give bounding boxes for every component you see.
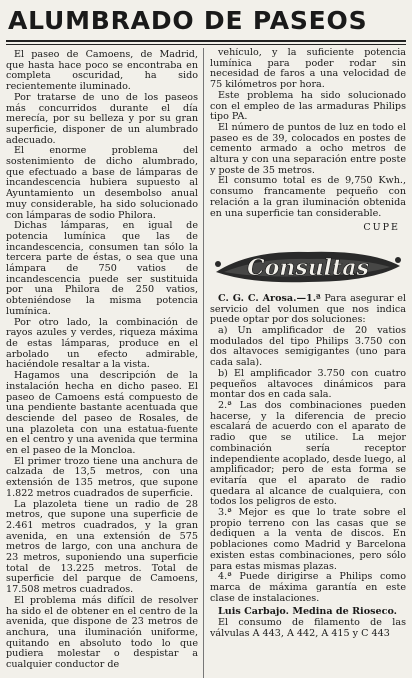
consulta-4: 4.ª Puede dirigirse a Philips como marca de máxima garantía en este clase de instalaciones. — [210, 571, 406, 604]
title-rule-top — [6, 40, 406, 42]
consulta-2: 2.ª Las dos combinaciones pueden hacerse, y la diferencia de precio escalará de acuerdo con el aparato de radio que se utilice. La mejor combinación sería receptor independiente acoplado, desde luego, al amplificador; pero de esta forma se evitaría que el aparato de radio quedara al alcance de cualquiera, con todos los peligros de esto. — [210, 399, 406, 508]
signature: CUPE — [363, 222, 400, 234]
column-divider — [203, 48, 204, 678]
consultas-banner — [210, 242, 406, 288]
consultas-banner-text: Consultas — [247, 254, 369, 281]
paragraph: El número de puntos de luz en todo el paseo es de 39, colocados en postes de cemento armado a ocho metros de altura y con una separación entre poste y poste de 35 metros. — [210, 121, 406, 176]
left-column — [6, 50, 198, 674]
paragraph: El enorme problema del sostenimiento de dicho alumbrado, que efectuado a base de lámparas de incandescencia hubiera supuesto al Ayuntamiento un desembolso anual muy considerable, ha sido solucionado con lámparas de sodio Philora. — [6, 145, 198, 221]
paragraph: vehículo, y la suficiente potencia lumínica para poder rodar sin necesidad de faros a una velocidad de 75 kilómetros por hora. — [210, 48, 406, 91]
consulta-5-heading: Luis Carbajo. Medina de Rioseco. — [218, 606, 398, 618]
paragraph: El paseo de Camoens, de Madrid, que hasta hace poco se encontraba en completa oscuridad, ha sido recientemente iluminado. — [6, 50, 198, 93]
consulta-option-a: a) Un amplificador de 20 vatios modulados del tipo Philips 3.750 con dos altavoces semigigantes (uno para cada sala). — [210, 325, 406, 369]
title-rule-bottom — [6, 44, 406, 45]
paragraph: El consumo total es de 9,750 Kwh., consumo francamente pequeño con relación a la gran iluminación obtenida en una superficie tan considerable. — [210, 175, 406, 219]
consultas-banner-graphic — [210, 242, 406, 288]
paragraph: La plazoleta tiene un radio de 28 metros, que supone una superficie de 2.461 metros cuadrados, y la gran avenida, en una extensión de 575 metros de largo, con una anchura de 23 metros, suponiendo una superficie total de 13.225 metros. Total de superficie del parque de Camoens, 17.508 metros cuadrados. — [6, 498, 198, 596]
paragraph: El primer trozo tiene una anchura de calzada de 13,5 metros, con una extensión de 135 metros, que supone 1.822 metros cuadrados de superficie. — [6, 455, 198, 499]
paragraph: Este problema ha sido solucionado con el empleo de las armaduras Philips tipo PA. — [210, 89, 406, 123]
paragraph: Dichas lámparas, en igual de potencia lumínica que las de incandescencia, consumen tan sólo la tercera parte de éstas, o sea que una lámpara de 750 vatios de incandescencia puede ser sustituida por una Philora de 250 vatios, obteniéndose la misma potencia lumínica. — [6, 220, 198, 317]
consulta-3: 3.ª Mejor es que lo trate sobre el propio terreno con las casas que se dediquen a la venta de discos. En poblaciones como Madrid y Barcelona existen estas combinaciones, pero sólo para estas mismas plazas. — [210, 507, 406, 572]
consulta-1-heading: C. G. C. Arosa.—1.ª — [218, 292, 321, 304]
paragraph: El problema más difícil de resolver ha sido el de obtener en el centro de la avenida, que dispone de 23 metros de anchura, una iluminación uniforme, quitando en absoluto todo lo que pudiera molestar o despistar a cualquier conductor de — [6, 594, 198, 671]
paragraph: Hagamos una descripción de la instalación hecha en dicho paseo. El paseo de Camoens está compuesto de una pendiente bastante acentuada que desciende del paseo de Rosales, de una plazoleta con una estatua-fuente en el centro y una avenida que termina en el paseo de la Moncloa. — [6, 370, 198, 457]
consulta-1-text: Para asegurar el servicio del volumen que nos indica puede optar por dos soluciones: — [210, 292, 406, 326]
consulta-5-text: El consumo de filamento de las válvulas A 443, A 442, A 415 y C 443 — [210, 617, 406, 639]
consulta-1 — [210, 294, 406, 326]
paragraph: Por otro lado, la combinación de rayos azules y verdes, riqueza máxima de estas lámparas, produce en el arbolado un efecto admirable, haciéndole resaltar a la vista. — [6, 316, 198, 371]
consulta-option-b: b) El amplificador 3.750 con cuatro pequeños altavoces dinámicos para montar dos en cada sala. — [210, 367, 406, 401]
paragraph: Por tratarse de uno de los paseos más concurridos durante el día merecía, por su belleza y por su gran superficie, disponer de un alumbrado adecuado. — [6, 91, 198, 146]
right-column — [210, 48, 406, 672]
article-title: ALUMBRADO DE PASEOS — [8, 6, 368, 35]
